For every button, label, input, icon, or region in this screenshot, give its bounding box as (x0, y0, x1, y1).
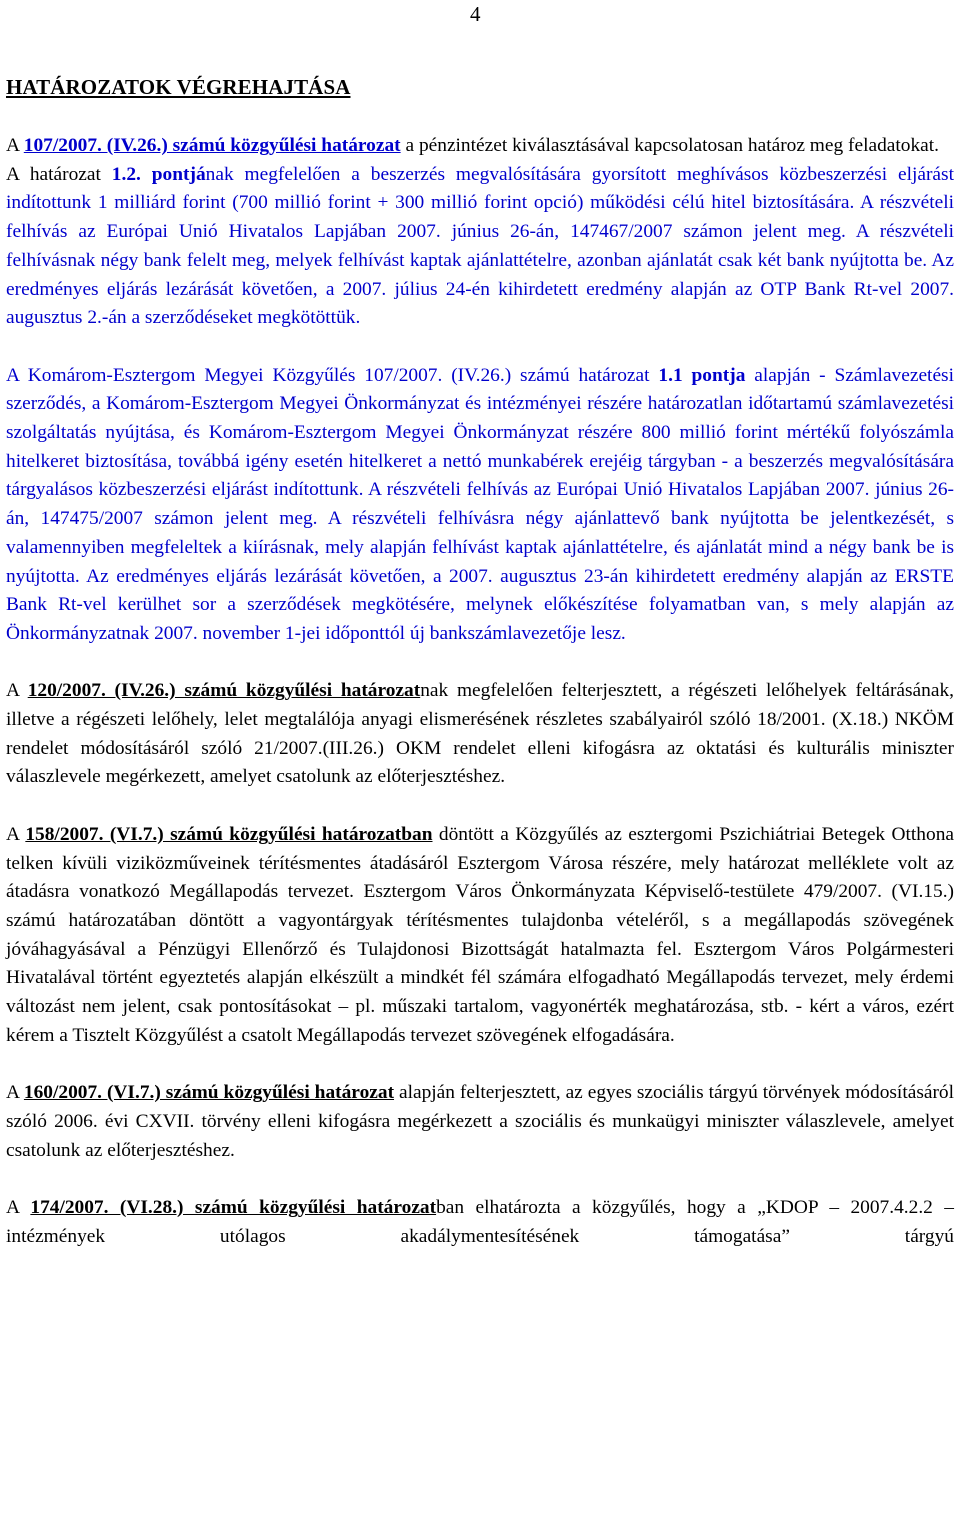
text: A Komárom-Esztergom Megyei Közgyűlés 107/2007. (IV.26.) számú határozat (6, 364, 659, 386)
text: döntött a Közgyűlés az esztergomi Pszichiátriai Betegek Otthona telken kívüli viziközműveinek térítésmentes átadásáról Esztergom Városa részére, mely határozat melléklete volt az átadásra vonatkozó Megállapodás tervezet. Esztergom Város Önkormányzata Képviselő-testülete 479/2007. (VI.15.) számú határozatában döntött a vagyontárgyak térítésmentes tulajdonba vételéről, s a megállapodás szövegének jóváhagyásával a Pénzügyi Ellenőrző és Tulajdonosi Bizottságát hatalmazta fel. Esztergom Város Polgármesteri Hivatalával történt egyeztetés alapján elkészült a mindkét fél számára elfogadható Megállapodás tervezet, mely érdemi változást nem jelent, csak pontosításokat – pl. műszaki tartalom, vagyonérték meghatározása, stb. - kért a város, ezért kérem a Tisztelt Közgyűlést a csatolt Megállapodás tervezet szövegének elfogadására. (6, 823, 954, 1046)
section-heading: HATÁROZATOK VÉGREHAJTÁSA (6, 75, 351, 99)
text: A (6, 1082, 24, 1104)
resolution-link-174[interactable]: 174/2007. (VI.28.) számú közgyűlési határozat (30, 1196, 437, 1218)
point-link-1-2[interactable]: 1.2. pontjá (111, 163, 206, 185)
point-link-1-1[interactable]: 1.1 pontja (658, 364, 746, 386)
paragraph-resolution-107-point-1-1 (6, 362, 954, 649)
text: A (6, 680, 28, 702)
resolution-link-158[interactable]: 158/2007. (VI.7.) számú közgyűlési határozatban (25, 823, 433, 845)
text: A (6, 1196, 31, 1218)
paragraph-resolution-120 (6, 677, 954, 792)
resolution-link-107[interactable]: 107/2007. (IV.26.) számú közgyűlési határozat (23, 135, 401, 156)
paragraph-gap (6, 1165, 954, 1194)
paragraph-gap (6, 649, 954, 678)
text: a pénzintézet kiválasztásával kapcsolatosan határoz meg feladatokat. (400, 135, 940, 156)
text: A (6, 135, 24, 156)
text: alapján felterjesztett, az egyes szociális tárgyú törvények módosításáról szóló 2006. évi CXVII. törvény elleni kifogásra megérkezett a szociális és munkaügyi miniszter válaszlevele, amelyet csatolunk az előterjesztéshez. (6, 1082, 955, 1161)
paragraph-gap (6, 333, 954, 362)
resolution-link-160[interactable]: 160/2007. (VI.7.) számú közgyűlési határozat (23, 1082, 395, 1104)
resolution-link-120[interactable]: 120/2007. (IV.26.) számú közgyűlési határozat (27, 680, 421, 702)
paragraph-resolution-158 (6, 821, 954, 1051)
text: ban elhatározta a közgyűlés, hogy a „KDOP – 2007.4.2.2 – intézmények utólagos akadálymentesítésének támogatása” tárgyú (6, 1196, 955, 1247)
text: nak megfelelően a beszerzés megvalósítására gyorsított meghívásos közbeszerzési eljárást indítottunk 1 milliárd forint (700 millió forint + 300 millió forint opció) működési célú hitel biztosítására. A részvételi felhívás az Európai Unió Hivatalos Lapjában 2007. június 26-án, 147467/2007 számon jelent meg. A részvételi felhívásnak négy bank felelt meg, melyek felhívást kaptak ajánlattételre, azonban ajánlatát csak két bank nyújtotta be. Az eredményes eljárás lezárását követően, a 2007. július 24-én kihirdetett eredmény alapján az OTP Bank Rt-vel 2007. augusztus 2.-án a szerződéseket megkötöttük. (6, 163, 954, 329)
page-number: 4 (470, 2, 481, 26)
paragraph-resolution-107-bank-selection (6, 132, 954, 333)
paragraph-gap (6, 792, 954, 821)
text: nak megfelelően felterjesztett, a régészeti lelőhelyek feltárásának, illetve a régészeti lelőhely, lelet megtalálója anyagi elismerésének részletes szabályairól szóló 18/2001. (X.18.) NKÖM rendelet módosításáról szóló 21/2007.(III.26.) OKM rendelet elleni kifogásra az oktatási és kulturális miniszter válaszlevele megérkezett, amelyet csatolunk az előterjesztéshez. (6, 680, 955, 788)
paragraph-resolution-174 (6, 1194, 954, 1251)
document-body (6, 132, 954, 1251)
text: alapján - Számlavezetési szerződés, a Komárom-Esztergom Megyei Önkormányzat és intézményei részére határozatlan időtartamú számlavezetési szolgáltatás nyújtása, és Komárom-Esztergom Megyei Önkormányzat részére 800 millió forint mértékű folyószámla hitelkeret biztosítása, továbbá igény esetén hitelkeret a nettó munkabérek erejéig tárgyban - a beszerzés megvalósítására tárgyalásos közbeszerzési eljárást indítottunk. A részvételi felhívás az Európai Unió Hivatalos Lapjában 2007. június 26-án, 147475/2007 számon jelent meg. A részvételi felhívásra négy ajánlattevő bank nyújtotta be jelentkezését, s valamennyiben megfeleltek a kiírásnak, mely alapján felhívást kaptak ajánlattételre, és ajánlatát mind a négy bank be is nyújtotta. Az eredményes eljárás lezárását követően, a 2007. augusztus 23-án kihirdetett eredmény alapján az ERSTE Bank Rt-vel kerülhet sor a szerződések megkötésére, melynek előkészítése folyamatban van, s mely alapján az Önkormányzatnak 2007. november 1-jei időponttól új bankszámlavezetője lesz. (6, 364, 954, 644)
text: A (6, 823, 26, 845)
text: A határozat (6, 163, 112, 185)
paragraph-gap (6, 1050, 954, 1079)
paragraph-resolution-160 (6, 1079, 954, 1165)
